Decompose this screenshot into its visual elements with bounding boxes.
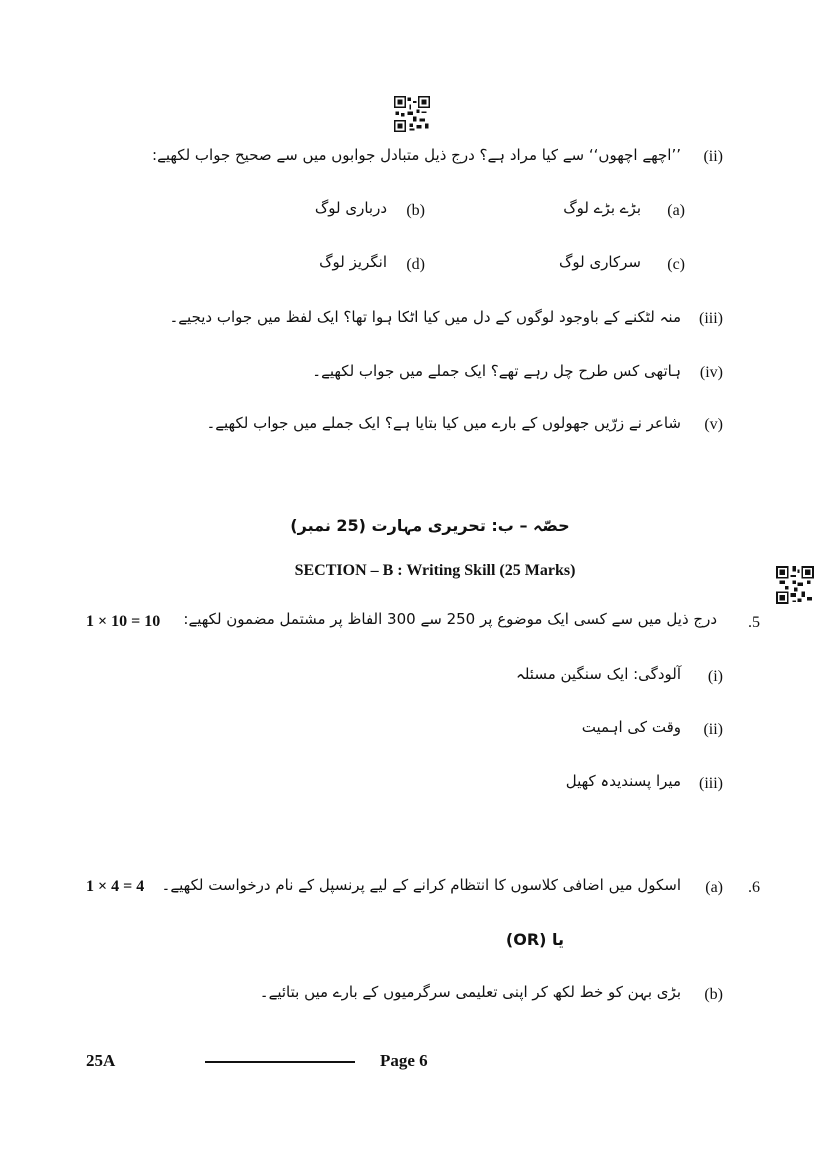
topic-i-text: آلودگی: ایک سنگین مسئلہ: [516, 665, 681, 683]
q-iii-text: منہ لٹکنے کے باوجود لوگوں کے دل میں کیا اٹکا ہوا تھا؟ ایک لفظ میں جواب دیجیے۔: [169, 308, 681, 326]
section-b-urdu-title: حصّہ – ب: تحریری مہارت (25 نمبر): [290, 516, 570, 535]
q-ii-number: (ii): [703, 148, 723, 165]
option-a-label: (a): [667, 202, 685, 219]
topic-ii-number: (ii): [703, 721, 723, 738]
q-v-text: شاعر نے زرّیں جھولوں کے بارے میں کیا بتایا ہے؟ ایک جملے میں جواب لکھیے۔: [206, 414, 681, 432]
qr-code-icon: [394, 96, 430, 132]
q6-marks: 1 × 4 = 4: [86, 878, 145, 895]
q6-number: .6: [748, 879, 760, 896]
option-b-text: درباری لوگ: [314, 199, 387, 217]
topic-iii-number: (iii): [699, 775, 723, 792]
q6-a-label: (a): [705, 879, 723, 896]
section-b-english-title: SECTION – B : Writing Skill (25 Marks): [294, 562, 576, 579]
qr-code-icon: [776, 566, 814, 604]
q-ii-text: ’’اچھے اچھوں‘‘ سے کیا مراد ہے؟ درج ذیل متبادل جوابوں میں سے صحیح جواب لکھیے:: [152, 146, 681, 164]
footer-divider: [205, 1061, 355, 1063]
q-iv-number: (iv): [699, 364, 723, 381]
page-number: Page 6: [380, 1051, 428, 1070]
option-c-label: (c): [667, 256, 685, 273]
topic-iii-text: میرا پسندیدہ کھیل: [565, 772, 681, 790]
q6-b-label: (b): [704, 986, 723, 1003]
q6-a-text: اسکول میں اضافی کلاسوں کا انتظام کرانے کے لیے پرنسپل کے نام درخواست لکھیے۔: [161, 876, 681, 894]
q6-b-text: بڑی بہن کو خط لکھ کر اپنی تعلیمی سرگرمیوں کے بارے میں بتائیے۔: [259, 983, 681, 1001]
q5-marks: 1 × 10 = 10: [86, 613, 161, 630]
q5-text: درج ذیل میں سے کسی ایک موضوع پر 250 سے 300 الفاظ پر مشتمل مضمون لکھیے:: [183, 610, 717, 628]
q-iv-text: ہاتھی کس طرح چل رہے تھے؟ ایک جملے میں جواب لکھیے۔: [312, 362, 681, 380]
option-c-text: سرکاری لوگ: [558, 253, 641, 271]
paper-code: 25A: [86, 1051, 116, 1070]
q5-number: .5: [748, 614, 760, 631]
option-d-label: (d): [406, 256, 425, 273]
q-v-number: (v): [704, 416, 723, 433]
q-iii-number: (iii): [699, 310, 723, 327]
topic-i-number: (i): [707, 668, 723, 685]
or-separator: یا (OR): [505, 930, 565, 949]
topic-ii-text: وقت کی اہمیت: [581, 718, 681, 736]
option-a-text: بڑے بڑے لوگ: [563, 199, 641, 217]
option-b-label: (b): [406, 202, 425, 219]
option-d-text: انگریز لوگ: [319, 253, 387, 271]
